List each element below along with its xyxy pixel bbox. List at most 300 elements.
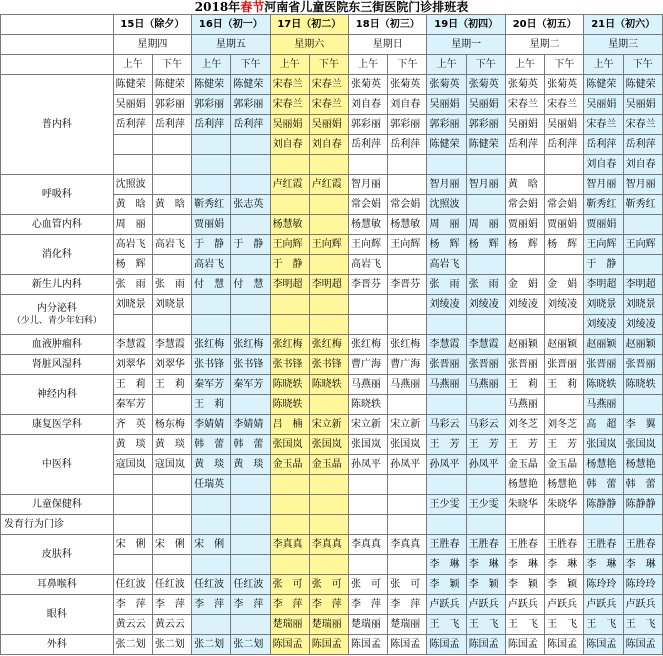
- doctor-cell: 陈国孟: [349, 635, 388, 655]
- doctor-cell: 秦军芳: [113, 395, 152, 415]
- doctor-cell: 金玉晶: [545, 455, 584, 475]
- doctor-cell: [231, 395, 270, 415]
- doctor-cell: 宋春兰: [545, 95, 584, 115]
- doctor-cell: [192, 295, 231, 315]
- doctor-cell: [309, 195, 348, 215]
- doctor-cell: 陈国孟: [309, 635, 348, 655]
- doctor-cell: 刘绫凌: [505, 295, 544, 315]
- doctor-cell: 智月丽: [623, 175, 662, 195]
- doctor-cell: [270, 515, 309, 535]
- doctor-cell: 张书锋: [192, 355, 231, 375]
- doctor-cell: 卢跃兵: [427, 595, 466, 615]
- weekday-header: 星期四: [113, 35, 191, 55]
- doctor-cell: [309, 215, 348, 235]
- doctor-cell: 岳利萍: [113, 115, 152, 135]
- doctor-cell: [192, 315, 231, 335]
- doctor-cell: 刘晓景: [584, 295, 623, 315]
- doctor-cell: 王少雯: [466, 495, 505, 515]
- doctor-cell: 常会娟: [349, 195, 388, 215]
- doctor-cell: 岳利萍: [192, 115, 231, 135]
- doctor-cell: [623, 215, 662, 235]
- doctor-cell: 岳利萍: [584, 135, 623, 155]
- doctor-cell: 孙凤平: [388, 455, 427, 475]
- department-name: 皮肤科: [1, 535, 114, 575]
- doctor-cell: 马燕丽: [505, 395, 544, 415]
- doctor-cell: 张书锋: [270, 355, 309, 375]
- doctor-cell: [231, 495, 270, 515]
- date-header: 19日（初四）: [427, 15, 505, 35]
- doctor-cell: 孙凤平: [349, 455, 388, 475]
- doctor-cell: 李 萍: [192, 595, 231, 615]
- date-header: 21日（初六）: [584, 15, 663, 35]
- doctor-cell: 靳秀红: [623, 195, 662, 215]
- doctor-cell: 张菊英: [466, 75, 505, 95]
- doctor-cell: 张 可: [309, 575, 348, 595]
- doctor-cell: 王 飞: [466, 615, 505, 635]
- department-row: [1, 595, 663, 615]
- doctor-cell: 郭彩丽: [152, 95, 191, 115]
- doctor-cell: 楚瑞丽: [349, 615, 388, 635]
- doctor-cell: [466, 255, 505, 275]
- doctor-cell: 郭彩丽: [427, 115, 466, 135]
- doctor-cell: 宋春兰: [309, 95, 348, 115]
- doctor-cell: 陈晓轶: [349, 395, 388, 415]
- doctor-cell: 朱晓华: [505, 495, 544, 515]
- department-name: 耳鼻喉科: [1, 575, 114, 595]
- doctor-cell: [505, 315, 544, 335]
- doctor-cell: 郭彩丽: [349, 115, 388, 135]
- doctor-cell: [192, 555, 231, 575]
- doctor-cell: 李婧婧: [192, 415, 231, 435]
- date-header-row: [1, 15, 663, 35]
- department-row: [1, 335, 663, 355]
- doctor-cell: 周 丽: [466, 215, 505, 235]
- doctor-cell: 陈玲玲: [584, 575, 623, 595]
- doctor-cell: 宋春兰: [270, 75, 309, 95]
- doctor-cell: [466, 475, 505, 495]
- doctor-cell: 张红梅: [388, 335, 427, 355]
- doctor-cell: 宋立新: [309, 415, 348, 435]
- doctor-cell: [466, 395, 505, 415]
- doctor-cell: 赵丽颖: [623, 335, 662, 355]
- doctor-cell: 李 琳: [427, 555, 466, 575]
- doctor-cell: 杨慧艳: [505, 475, 544, 495]
- doctor-cell: 李 琳: [505, 555, 544, 575]
- doctor-cell: [309, 255, 348, 275]
- doctor-cell: 李晋芬: [388, 275, 427, 295]
- doctor-cell: 张国岚: [623, 435, 662, 455]
- doctor-cell: 卢红霞: [309, 175, 348, 195]
- doctor-cell: 赵丽颖: [505, 335, 544, 355]
- department-row: [1, 375, 663, 395]
- weekday-header: 星期三: [584, 35, 663, 55]
- doctor-cell: 陈静静: [623, 495, 662, 515]
- doctor-cell: 马燕丽: [427, 375, 466, 395]
- department-name: 神经内科: [1, 375, 114, 415]
- doctor-cell: 黄云云: [152, 615, 191, 635]
- doctor-cell: 刘自春: [349, 95, 388, 115]
- doctor-cell: 王向辉: [270, 235, 309, 255]
- doctor-cell: 杨 辉: [505, 235, 544, 255]
- doctor-cell: 岳利萍: [623, 135, 662, 155]
- department-name: 中医科: [1, 435, 114, 495]
- doctor-cell: 王 莉: [113, 375, 152, 395]
- doctor-cell: 刘自春: [388, 95, 427, 115]
- doctor-cell: 杨慧敏: [388, 215, 427, 235]
- doctor-cell: 马燕丽: [584, 395, 623, 415]
- doctor-cell: 陈晓轶: [623, 375, 662, 395]
- doctor-cell: 李 萍: [309, 595, 348, 615]
- doctor-cell: 高岩飞: [192, 255, 231, 275]
- doctor-cell: 马彩云: [427, 415, 466, 435]
- doctor-cell: 吴丽娟: [427, 95, 466, 115]
- doctor-cell: 王胜春: [427, 535, 466, 555]
- doctor-cell: [466, 155, 505, 175]
- doctor-cell: 陈国孟: [584, 635, 623, 655]
- doctor-cell: [113, 495, 152, 515]
- doctor-cell: 卢跃兵: [584, 595, 623, 615]
- doctor-cell: 李 萍: [152, 595, 191, 615]
- doctor-cell: 张菊英: [505, 75, 544, 95]
- doctor-cell: 韩 蕾: [623, 475, 662, 495]
- am-header: 上午: [270, 55, 309, 75]
- corner-cell: [1, 15, 114, 35]
- doctor-cell: 高岩飞: [349, 255, 388, 275]
- doctor-cell: [231, 295, 270, 315]
- doctor-cell: 王 飞: [427, 615, 466, 635]
- doctor-cell: 陈静静: [584, 495, 623, 515]
- doctor-cell: 李 萍: [388, 595, 427, 615]
- department-name: [1, 295, 114, 335]
- doctor-cell: 张红梅: [231, 335, 270, 355]
- doctor-cell: 于 静: [192, 235, 231, 255]
- doctor-cell: [309, 155, 348, 175]
- doctor-cell: 张书锋: [309, 355, 348, 375]
- doctor-cell: 常会娟: [388, 195, 427, 215]
- doctor-cell: 曹广海: [388, 355, 427, 375]
- doctor-cell: 刘绫凌: [584, 315, 623, 335]
- doctor-cell: 李 颖: [466, 575, 505, 595]
- doctor-cell: [152, 395, 191, 415]
- doctor-cell: [231, 315, 270, 335]
- doctor-cell: 张国岚: [309, 435, 348, 455]
- doctor-cell: 陈国孟: [623, 635, 662, 655]
- page-title: 2018年春节河南省儿童医院东三街医院门诊排班表: [194, 0, 469, 14]
- doctor-cell: [388, 255, 427, 275]
- doctor-cell: 黄 琰: [231, 455, 270, 475]
- doctor-cell: [152, 515, 191, 535]
- doctor-cell: [231, 155, 270, 175]
- doctor-cell: 马燕丽: [388, 375, 427, 395]
- doctor-cell: 刘冬芝: [545, 415, 584, 435]
- doctor-cell: 张 雨: [152, 275, 191, 295]
- doctor-cell: 陈健荣: [192, 75, 231, 95]
- doctor-cell: [466, 515, 505, 535]
- doctor-cell: 张 雨: [466, 275, 505, 295]
- schedule-table: [0, 14, 663, 655]
- doctor-cell: 岳利萍: [545, 135, 584, 155]
- doctor-cell: [505, 155, 544, 175]
- department-name: 发育行为门诊: [1, 515, 114, 535]
- doctor-cell: 秦军芳: [231, 375, 270, 395]
- doctor-cell: 张国岚: [388, 435, 427, 455]
- doctor-cell: 于 静: [231, 235, 270, 255]
- department-row: [1, 235, 663, 255]
- doctor-cell: 张红梅: [270, 335, 309, 355]
- doctor-cell: 宋 俐: [192, 535, 231, 555]
- doctor-cell: 李明超: [584, 275, 623, 295]
- doctor-cell: 王 芳: [505, 435, 544, 455]
- am-header: 上午: [349, 55, 388, 75]
- doctor-cell: 王胜春: [623, 535, 662, 555]
- doctor-cell: 王向辉: [349, 235, 388, 255]
- department-name: 眼科: [1, 595, 114, 635]
- doctor-cell: [388, 515, 427, 535]
- doctor-cell: 张 雨: [427, 275, 466, 295]
- doctor-cell: 张晋丽: [427, 355, 466, 375]
- doctor-cell: 岳利萍: [349, 135, 388, 155]
- doctor-cell: 张 雨: [113, 275, 152, 295]
- doctor-cell: [231, 215, 270, 235]
- doctor-cell: 刘翠华: [113, 355, 152, 375]
- doctor-cell: 卢红霞: [270, 175, 309, 195]
- doctor-cell: 齐 英: [113, 415, 152, 435]
- doctor-cell: 宋 俐: [113, 535, 152, 555]
- department-row: [1, 535, 663, 555]
- doctor-cell: 宋春兰: [584, 115, 623, 135]
- doctor-cell: [505, 515, 544, 535]
- doctor-cell: [231, 535, 270, 555]
- doctor-cell: [231, 255, 270, 275]
- doctor-cell: 常会娟: [545, 195, 584, 215]
- doctor-cell: 朱晓华: [545, 495, 584, 515]
- doctor-cell: 寇国岚: [113, 455, 152, 475]
- pm-header: 下午: [152, 55, 191, 75]
- doctor-cell: 任瑞英: [192, 475, 231, 495]
- doctor-cell: 刘自春: [309, 135, 348, 155]
- doctor-cell: 王向辉: [584, 235, 623, 255]
- pm-header: 下午: [309, 55, 348, 75]
- doctor-cell: [388, 315, 427, 335]
- doctor-cell: [388, 495, 427, 515]
- doctor-cell: 陈健荣: [152, 75, 191, 95]
- doctor-cell: 陈健荣: [584, 75, 623, 95]
- doctor-cell: [623, 515, 662, 535]
- doctor-cell: [623, 395, 662, 415]
- doctor-cell: 吴丽娟: [270, 115, 309, 135]
- doctor-cell: 郭彩丽: [466, 115, 505, 135]
- doctor-cell: [231, 135, 270, 155]
- doctor-cell: 智月丽: [349, 175, 388, 195]
- corner-cell: [1, 35, 114, 55]
- doctor-cell: 卢跃兵: [505, 595, 544, 615]
- doctor-cell: 金玉晶: [309, 455, 348, 475]
- doctor-cell: [349, 155, 388, 175]
- doctor-cell: [388, 155, 427, 175]
- department-row: [1, 435, 663, 455]
- doctor-cell: [349, 315, 388, 335]
- doctor-cell: 金 娟: [505, 275, 544, 295]
- doctor-cell: [466, 315, 505, 335]
- department-name: 外科: [1, 635, 114, 655]
- doctor-cell: 吴丽娟: [113, 95, 152, 115]
- department-row: [1, 175, 663, 195]
- doctor-cell: 刘自春: [584, 155, 623, 175]
- doctor-cell: 王 芳: [545, 435, 584, 455]
- doctor-cell: [192, 515, 231, 535]
- doctor-cell: 沈照波: [427, 195, 466, 215]
- doctor-cell: 常会娟: [505, 195, 544, 215]
- weekday-header: 星期六: [270, 35, 348, 55]
- doctor-cell: 陈晓轶: [270, 395, 309, 415]
- doctor-cell: [270, 495, 309, 515]
- doctor-cell: 于 静: [584, 255, 623, 275]
- doctor-cell: [231, 175, 270, 195]
- doctor-cell: [231, 615, 270, 635]
- am-header: 上午: [192, 55, 231, 75]
- doctor-cell: [309, 515, 348, 535]
- doctor-cell: 宋春兰: [309, 75, 348, 95]
- doctor-cell: 李慧霞: [466, 335, 505, 355]
- doctor-cell: 楚瑞丽: [309, 615, 348, 635]
- doctor-cell: [427, 475, 466, 495]
- doctor-cell: 宋春兰: [623, 115, 662, 135]
- weekday-header: 星期一: [427, 35, 505, 55]
- department-row: [1, 515, 663, 535]
- doctor-cell: [192, 155, 231, 175]
- date-header: 18日（初三）: [349, 15, 427, 35]
- date-header: 20日（初五）: [505, 15, 583, 35]
- doctor-cell: 李真真: [309, 535, 348, 555]
- doctor-cell: 孙凤平: [466, 455, 505, 475]
- doctor-cell: 杨慧艳: [545, 475, 584, 495]
- doctor-cell: 张菊英: [388, 75, 427, 95]
- doctor-cell: 高岩飞: [427, 255, 466, 275]
- department-name: 消化科: [1, 235, 114, 275]
- weekday-header: 星期日: [349, 35, 427, 55]
- doctor-cell: [388, 295, 427, 315]
- doctor-cell: [270, 555, 309, 575]
- weekday-header: 星期五: [192, 35, 270, 55]
- doctor-cell: 李慧霞: [427, 335, 466, 355]
- doctor-cell: 张晋丽: [545, 355, 584, 375]
- doctor-cell: [270, 475, 309, 495]
- doctor-cell: 张晋丽: [505, 355, 544, 375]
- doctor-cell: [270, 155, 309, 175]
- doctor-cell: 卢跃兵: [466, 595, 505, 615]
- doctor-cell: 付 慧: [192, 275, 231, 295]
- doctor-cell: 李真真: [349, 535, 388, 555]
- doctor-cell: 王向辉: [388, 235, 427, 255]
- doctor-cell: [113, 315, 152, 335]
- doctor-cell: 贾丽娟: [545, 215, 584, 235]
- doctor-cell: 张 可: [388, 575, 427, 595]
- doctor-cell: 智月丽: [427, 175, 466, 195]
- doctor-cell: 王少雯: [427, 495, 466, 515]
- doctor-cell: [152, 215, 191, 235]
- doctor-cell: 沈照波: [113, 175, 152, 195]
- doctor-cell: [113, 135, 152, 155]
- doctor-cell: [192, 495, 231, 515]
- doctor-cell: 刘绫凌: [427, 295, 466, 315]
- doctor-cell: 于 静: [270, 255, 309, 275]
- doctor-cell: 李 颖: [505, 575, 544, 595]
- doctor-cell: [427, 515, 466, 535]
- doctor-cell: 王 飞: [545, 615, 584, 635]
- doctor-cell: [270, 315, 309, 335]
- doctor-cell: 秦军芳: [192, 375, 231, 395]
- doctor-cell: 王胜春: [545, 535, 584, 555]
- doctor-cell: 李明超: [623, 275, 662, 295]
- department-row: [1, 415, 663, 435]
- doctor-cell: 李明超: [309, 275, 348, 295]
- doctor-cell: [466, 195, 505, 215]
- doctor-cell: 吴丽娟: [309, 115, 348, 135]
- doctor-cell: 李 琳: [623, 555, 662, 575]
- doctor-cell: 黄 晗: [505, 175, 544, 195]
- doctor-cell: [192, 615, 231, 635]
- doctor-cell: 张红梅: [349, 335, 388, 355]
- doctor-cell: 高岩飞: [113, 235, 152, 255]
- doctor-cell: 王向辉: [309, 235, 348, 255]
- doctor-cell: 李 萍: [349, 595, 388, 615]
- doctor-cell: 陈健荣: [231, 75, 270, 95]
- doctor-cell: 陈国孟: [270, 635, 309, 655]
- doctor-cell: 张红梅: [192, 335, 231, 355]
- doctor-cell: 陈健荣: [623, 75, 662, 95]
- doctor-cell: 王 莉: [192, 395, 231, 415]
- doctor-cell: 杨 辉: [113, 255, 152, 275]
- doctor-cell: 王 飞: [584, 615, 623, 635]
- doctor-cell: 贾丽娟: [192, 215, 231, 235]
- doctor-cell: 李 颖: [427, 575, 466, 595]
- doctor-cell: 王 芳: [466, 435, 505, 455]
- doctor-cell: 吕 楠: [270, 415, 309, 435]
- department-name: 呼吸科: [1, 175, 114, 215]
- doctor-cell: 李晋芬: [349, 275, 388, 295]
- doctor-cell: 李 萍: [113, 595, 152, 615]
- doctor-cell: [152, 315, 191, 335]
- doctor-cell: 陈健荣: [113, 75, 152, 95]
- doctor-cell: 郭彩丽: [231, 95, 270, 115]
- department-row: [1, 575, 663, 595]
- doctor-cell: [505, 255, 544, 275]
- doctor-cell: 李真真: [388, 535, 427, 555]
- doctor-cell: [349, 295, 388, 315]
- doctor-cell: 赵丽颖: [545, 335, 584, 355]
- pm-header: 下午: [466, 55, 505, 75]
- doctor-cell: 王 飞: [623, 615, 662, 635]
- doctor-cell: [152, 555, 191, 575]
- pm-header: 下午: [231, 55, 270, 75]
- doctor-cell: 张菊英: [349, 75, 388, 95]
- doctor-cell: 吴丽娟: [623, 95, 662, 115]
- pm-header: 下午: [545, 55, 584, 75]
- doctor-cell: 黄 琰: [192, 455, 231, 475]
- session-header-row: [1, 55, 663, 75]
- doctor-cell: 张 可: [349, 575, 388, 595]
- doctor-cell: 智月丽: [584, 175, 623, 195]
- doctor-cell: 刘绫凌: [545, 295, 584, 315]
- doctor-cell: [388, 395, 427, 415]
- department-row: [1, 215, 663, 235]
- doctor-cell: 贾丽娟: [584, 215, 623, 235]
- doctor-cell: [309, 295, 348, 315]
- doctor-cell: 杨 辉: [466, 235, 505, 255]
- doctor-cell: 岳利萍: [505, 135, 544, 155]
- doctor-cell: 靳秀红: [192, 195, 231, 215]
- doctor-cell: [388, 475, 427, 495]
